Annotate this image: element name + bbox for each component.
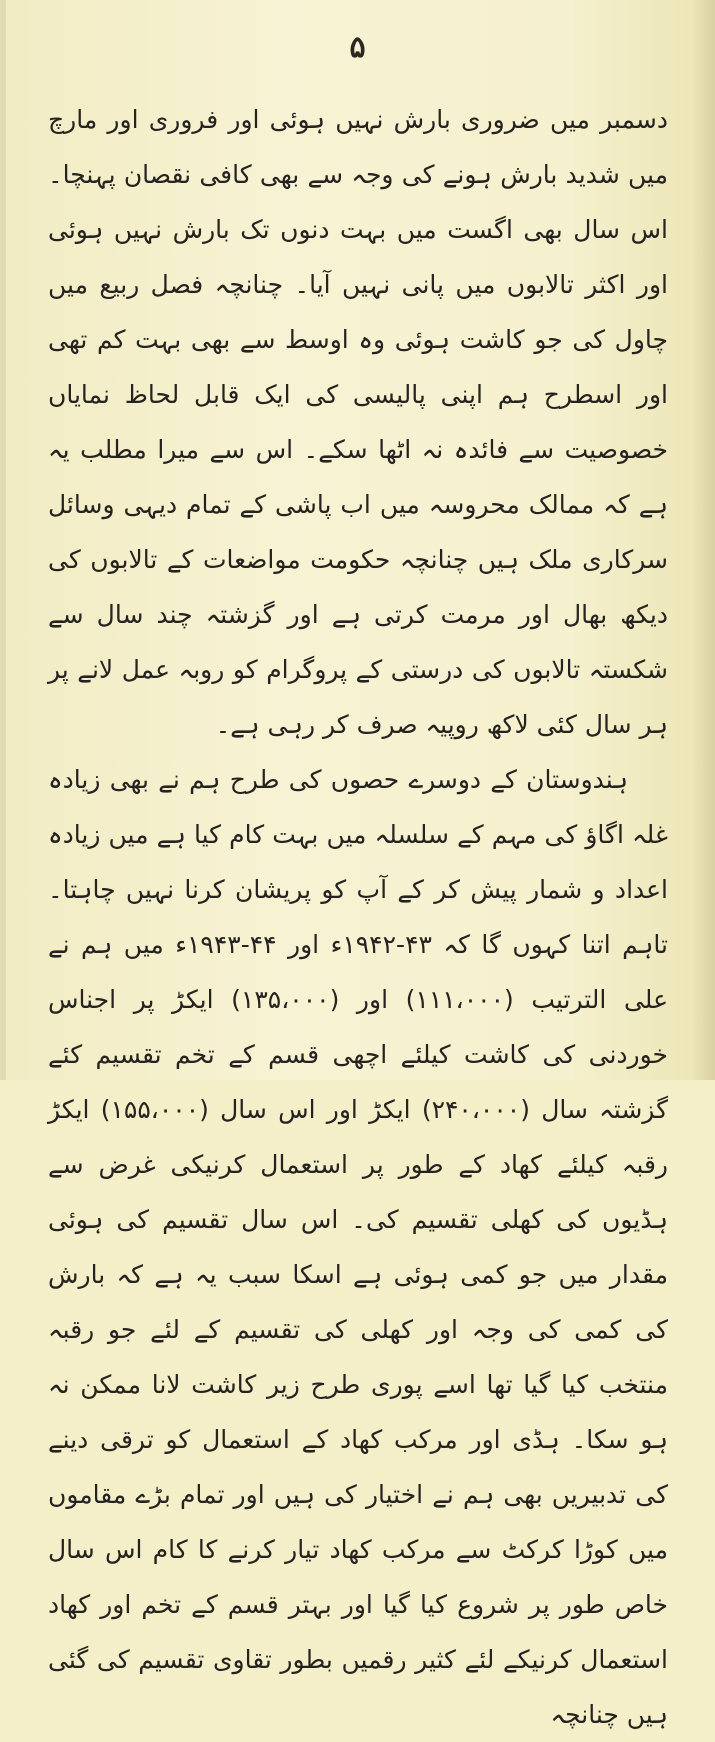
page-number: ۵ [349,30,366,65]
paragraph-2: ہندوستان کے دوسرے حصوں کی طرح ہم نے بھی زیادہ غلہ اگاؤ کی مہم کے سلسلہ میں بہت کام کیا ہے میں زیادہ اعداد و شمار پیش کر کے آپ کو پریشان کرنا نہیں چاہتا۔ تاہم اتنا کہوں گا کہ ۴۳-۱۹۴۲ء اور ۴۴-۱۹۴۳ء میں ہم نے علی الترتیب (۱۱۱،۰۰۰) اور (۱۳۵،۰۰۰) ایکڑ پر اجناس خوردنی کی کاشت کیلئے اچھی قسم کے تخم تقسیم کئے گزشتہ سال (۲۴۰،۰۰۰) ایکڑ اور اس سال (۱۵۵،۰۰۰) ایکڑ رقبہ کیلئے کھاد کے طور پر استعمال کرنیکی غرض سے ہڈیوں کی کھلی تقسیم کی۔ اس سال تقسیم کی ہوئی مقدار میں جو کمی ہوئی ہے اسکا سبب یہ ہے کہ بارش کی کمی کی وجہ اور کھلی کی تقسیم کے لئے جو رقبہ منتخب کیا گیا تھا اسے پوری طرح زیر کاشت لانا ممکن نہ ہو سکا۔ ہڈی اور مرکب کھاد کے استعمال کو ترقی دینے کی تدبیریں بھی ہم نے اختیار کی ہیں اور تمام بڑے مقاموں میں کوڑا کرکٹ سے مرکب کھاد تیار کرنے کا کام اس سال خاص طور پر شروع کیا گیا اور بہتر قسم کے تخم اور کھاد استعمال کرنیکے لئے کثیر رقمیں بطور تقاوی تقسیم کی گئی ہیں چنانچہ [48,765,668,1729]
page-left-edge [0,0,6,1080]
paragraph-1: دسمبر میں ضروری بارش نہیں ہوئی اور فروری اور مارچ میں شدید بارش ہونے کی وجہ سے بھی کافی نقصان پہنچا۔ اس سال بھی اگست میں بہت دنوں تک بارش نہیں ہوئی اور اکثر تالابوں میں پانی نہیں آیا۔ چنانچہ فصل ربیع میں چاول کی جو کاشت ہوئی وہ اوسط سے بھی بہت کم تھی اور اسطرح ہم اپنی پالیسی کی ایک قابل لحاظ نمایاں خصوصیت سے فائدہ نہ اٹھا سکے۔ اس سے میرا مطلب یہ ہے کہ ممالک محروسہ میں اب پاشی کے تمام دیہی وسائل سرکاری ملک ہیں چنانچہ حکومت مواضعات کے تالابوں کی دیکھ بھال اور مرمت کرتی ہے اور گزشتہ چند سال سے شکستہ تالابوں کی درستی کے پروگرام کو روبہ عمل لانے پر ہر سال کئی لاکھ روپیہ صرف کر رہی ہے۔ [48,105,668,739]
handwritten-body-text [48,92,668,1729]
page-binding-edge [693,0,715,1080]
